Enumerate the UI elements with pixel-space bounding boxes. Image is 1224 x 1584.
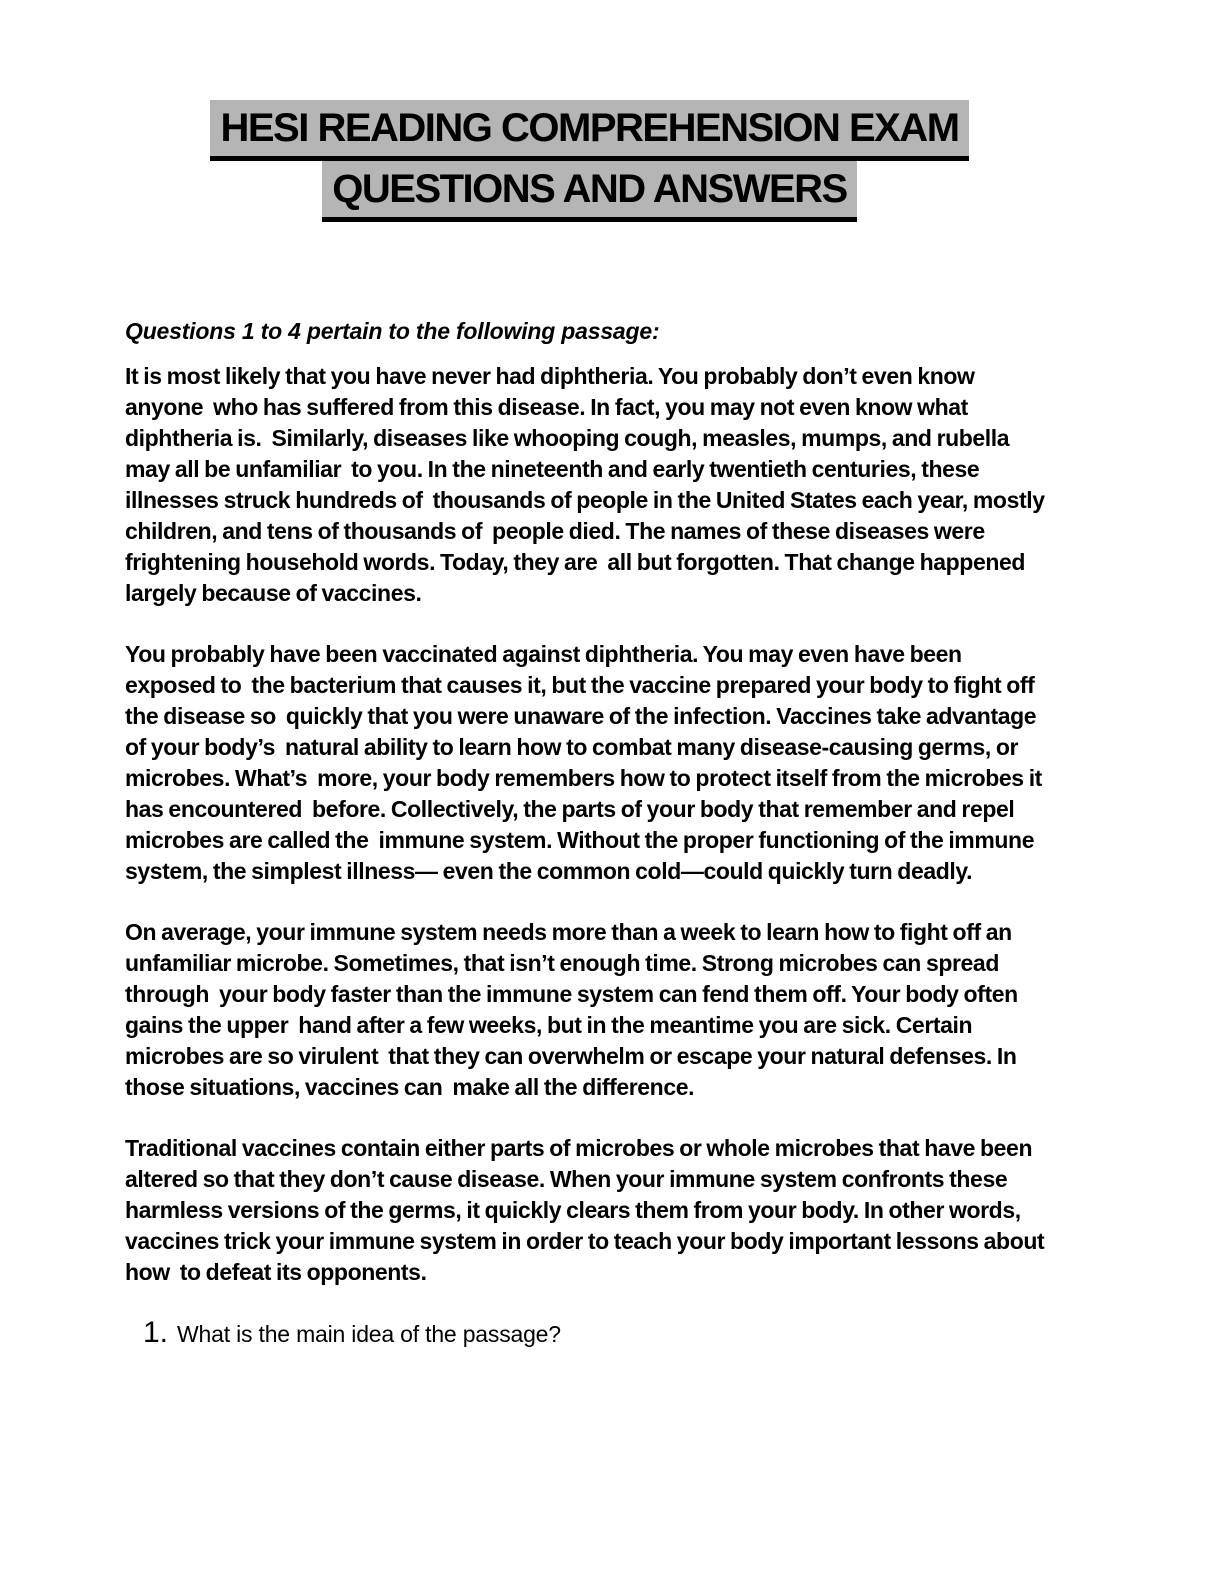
passage xyxy=(125,361,1054,1288)
document-content xyxy=(0,100,1224,1350)
page-title-line-2: QUESTIONS AND ANSWERS xyxy=(322,161,856,222)
question-item-1 xyxy=(143,1316,1054,1350)
question-number: 1. xyxy=(143,1315,169,1349)
page-title xyxy=(125,100,1054,222)
passage-paragraph-3: On average, your immune system needs more than a week to learn how to fight off an unfamiliar microbe. Sometimes, that isn’t enough time. Strong microbes can spread through your body faster than the immune system can fend them off. Your body often gains the upper hand after a few weeks, but in the meantime you are sick. Certain microbes are so virulent that they can overwhelm or escape your natural defenses. In those situations, vaccines can make all the difference. xyxy=(125,918,1023,1100)
passage-intro: Questions 1 to 4 pertain to the following passage: xyxy=(125,317,660,344)
passage-paragraph-1: It is most likely that you have never had diphtheria. You probably don’t even know anyone who has suffered from this disease. In fact, you may not even know what diphtheria is. Similarly, diseases like whooping cough, measles, mumps, and rubella may all be unfamiliar to you. In the nineteenth and early twentieth centuries, these illnesses struck hundreds of thousands of people in the United States each year, mostly children, and tens of thousands of people died. The names of these diseases were frightening household words. Today, they are all but forgotten. That change happened largely because of vaccines. xyxy=(125,362,1050,606)
page-title-line-1: HESI READING COMPREHENSION EXAM xyxy=(210,100,968,161)
passage-paragraph-2: You probably have been vaccinated against diphtheria. You may even have been exposed to the bacterium that causes it, but the vaccine prepared your body to fight off the disease so quickly that you were unaware of the infection. Vaccines take advantage of your body’s natural ability to learn how to combat many disease-causing germs, or microbes. What’s more, your body remembers how to protect itself from the microbes it has encountered before. Collectively, the parts of your body that remember and repel microbes are called the immune system. Without the proper functioning of the immune system, the simplest illness— even the common cold—could quickly turn deadly. xyxy=(125,640,1047,884)
passage-paragraph-4: Traditional vaccines contain either parts of microbes or whole microbes that have been altered so that they don’t cause disease. When your immune system confronts these harmless versions of the germs, it quickly clears them from your body. In other words, vaccines trick your immune system in order to teach your body important lessons about how to defeat its opponents. xyxy=(125,1134,1050,1285)
question-text: What is the main idea of the passage? xyxy=(177,1320,561,1347)
